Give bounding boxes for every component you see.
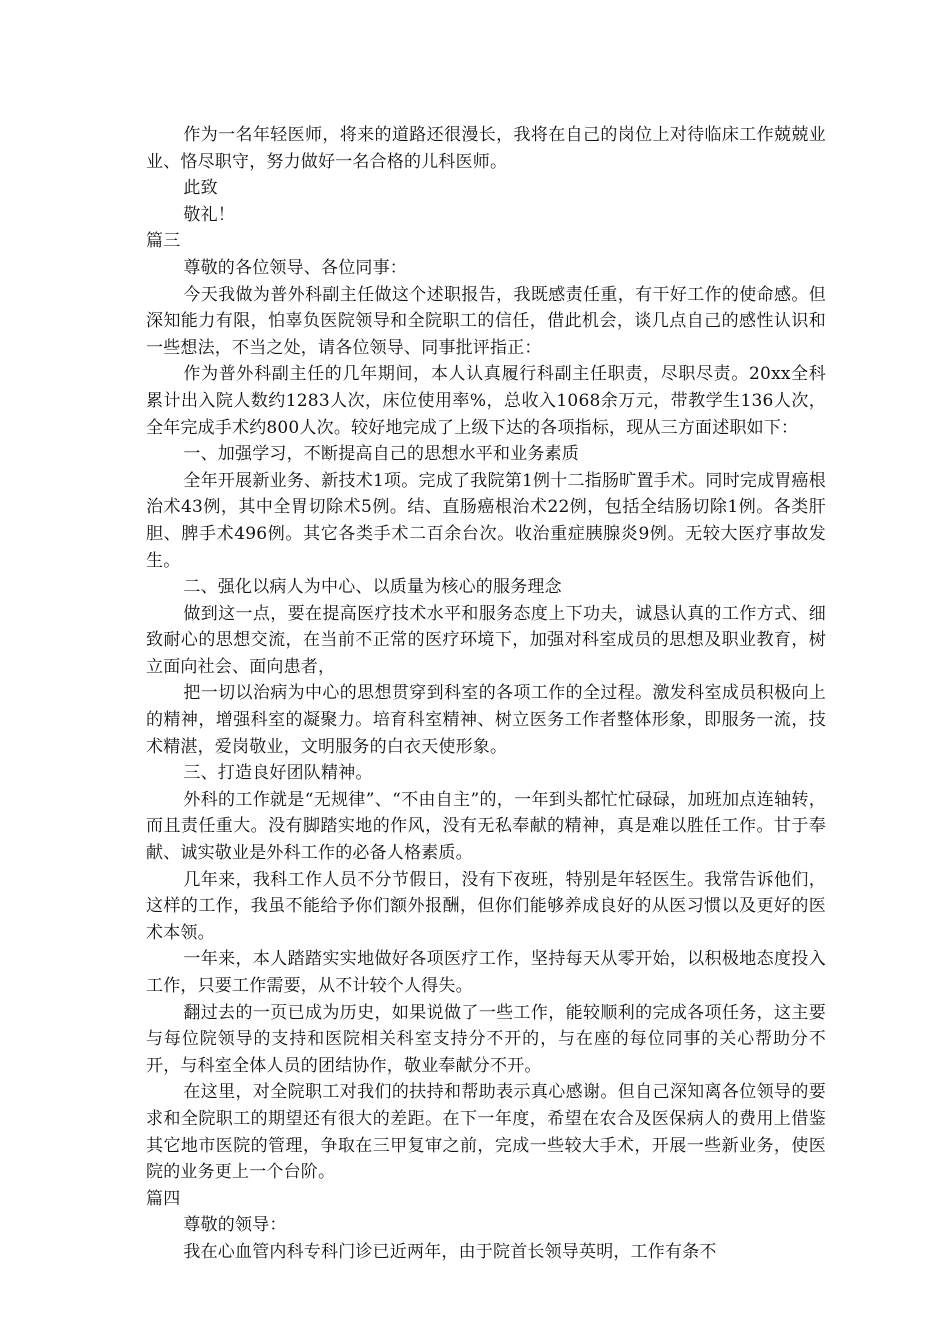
paragraph: 翻过去的一页已成为历史，如果说做了一些工作，能较顺利的完成各项任务，这主要与每位院领导的支持和医院相关科室支持分不开的，与在座的每位同事的关心帮助分不开，与科室全体人员的团结协作，敬业奉献分不开。 (146, 1002, 826, 1076)
paragraph: 作为普外科副主任的几年期间，本人认真履行科副主任职责，尽职尽责。20xx全科累计出入院人数约1283人次，床位使用率%，总收入1068余万元，带教学生136人次，全年完成手术约800人次。较好地完成了上级下达的各项指标，现从三方面述职如下： (146, 364, 826, 438)
paragraph: 此致 (183, 178, 218, 199)
paragraph: 一、加强学习，不断提高自己的思想水平和业务素质 (183, 444, 579, 465)
paragraph: 尊敬的领导： (183, 1215, 287, 1236)
paragraph: 全年开展新业务、新技术1项。完成了我院第1例十二指肠旷置手术。同时完成胃癌根治术43例，其中全胃切除术5例。结、直肠癌根治术22例，包括全结肠切除1例。各类肝胆、脾手术496例。其它各类手术二百余台次。收治重症胰腺炎9例。无较大医疗事故发生。 (146, 470, 826, 571)
document-page (146, 122, 826, 1266)
paragraph: 今天我做为普外科副主任做这个述职报告，我既感责任重，有干好工作的使命感。但深知能力有限，怕辜负医院领导和全院职工的信任，借此机会，谈几点自己的感性认识和一些想法，不当之处，请各位领导、同事批评指正： (146, 284, 826, 358)
paragraph: 把一切以治病为中心的思想贯穿到科室的各项工作的全过程。激发科室成员积极向上的精神，增强科室的凝聚力。培育科室精神、树立医务工作者整体形象，即服务一流，技术精湛，爱岗敬业，文明服务的白衣天使形象。 (146, 683, 826, 757)
paragraph: 二、强化以病人为中心、以质量为核心的服务理念 (183, 577, 562, 598)
paragraph: 三、打造良好团队精神。 (183, 763, 373, 784)
section-heading: 篇四 (146, 1188, 181, 1209)
paragraph: 我在心血管内科专科门诊已近两年，由于院首长领导英明，工作有条不 (183, 1241, 717, 1262)
paragraph: 一年来，本人踏踏实实地做好各项医疗工作，坚持每天从零开始，以积极地态度投入工作，只要工作需要，从不计较个人得失。 (146, 949, 826, 996)
section-heading: 篇三 (146, 231, 181, 252)
paragraph: 作为一名年轻医师，将来的道路还很漫长，我将在自己的岗位上对待临床工作兢兢业业、恪尽职守，努力做好一名合格的儿科医师。 (146, 125, 826, 172)
paragraph: 做到这一点，要在提高医疗技术水平和服务态度上下功夫，诚恳认真的工作方式、细致耐心的思想交流，在当前不正常的医疗环境下，加强对科室成员的思想及职业教育，树立面向社会、面向患者， (146, 603, 826, 677)
paragraph: 几年来，我科工作人员不分节假日，没有下夜班，特别是年轻医生。我常告诉他们，这样的工作，我虽不能给予你们额外报酬，但你们能够养成良好的从医习惯以及更好的医术本领。 (146, 869, 826, 943)
paragraph: 在这里，对全院职工对我们的扶持和帮助表示真心感谢。但自己深知离各位领导的要求和全院职工的期望还有很大的差距。在下一年度，希望在农合及医保病人的费用上借鉴其它地市医院的管理，争取在三甲复审之前，完成一些较大手术，开展一些新业务，使医院的业务更上一个台阶。 (146, 1082, 826, 1183)
paragraph: 敬礼！ (183, 204, 235, 225)
paragraph: 尊敬的各位领导、各位同事： (183, 257, 407, 278)
paragraph: 外科的工作就是“无规律”、“不由自主”的，一年到头都忙忙碌碌，加班加点连轴转，而且责任重大。没有脚踏实地的作风，没有无私奉献的精神，真是难以胜任工作。甘于奉献、诚实敬业是外科工作的必备人格素质。 (146, 789, 826, 864)
